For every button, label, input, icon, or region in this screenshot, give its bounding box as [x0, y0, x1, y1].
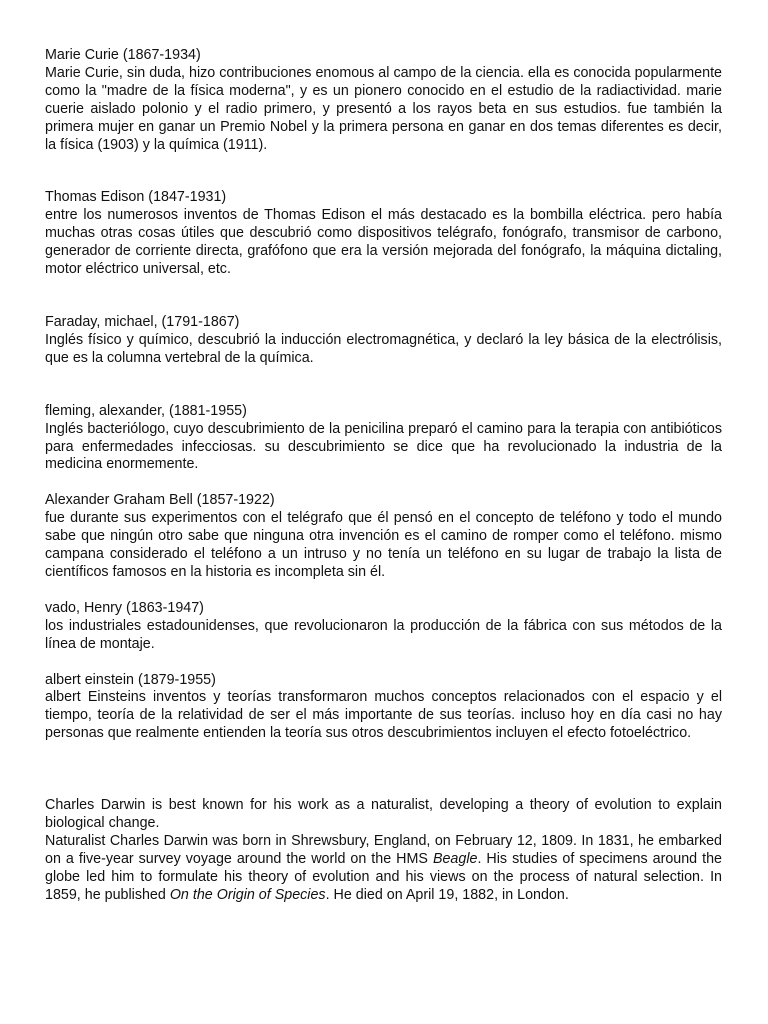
entry-thomas-edison [45, 189, 722, 279]
spacer [45, 154, 722, 189]
entry-body: Inglés físico y químico, descubrió la inducción electromagnética, y declaró la ley básica de la electrólisis, que es la columna vertebral de la química. [45, 331, 722, 366]
darwin-intro: Charles Darwin is best known for his work as a naturalist, developing a theory of evolution to explain biological change. [45, 797, 722, 832]
entry-heading: vado, Henry (1863-1947) [45, 599, 204, 616]
entry-body: fue durante sus experimentos con el telégrafo que él pensó en el concepto de teléfono y todo el mundo sabe que ningún otro sabe que ninguna otra invención es el camino de romper como el teléfono. mismo campana considerado el teléfono a un intruso y no tenía un teléfono en su lugar de trabajo la lista de científicos famosos en la historia es incompleta sin él. [45, 510, 722, 580]
darwin-text-3: . He died on April 19, 1882, in London. [325, 886, 569, 903]
document-page [45, 47, 722, 905]
entry-heading: albert einstein (1879-1955) [45, 671, 216, 688]
entry-darwin [45, 797, 722, 904]
entry-heading: fleming, alexander, (1881-1955) [45, 402, 247, 419]
spacer [45, 368, 722, 403]
darwin-paragraph [45, 833, 722, 905]
entry-henry-ford [45, 600, 722, 654]
entry-heading: Thomas Edison (1847-1931) [45, 189, 227, 206]
entry-body: los industriales estadounidenses, que revolucionaron la producción de la fábrica con sus métodos de la línea de montaje. [45, 617, 722, 652]
entry-body: Inglés bacteriólogo, cuyo descubrimiento de la penicilina preparó el camino para la terapia con antibióticos para enfermedades infecciosas. su descubrimiento se dice que ha revolucionado la industria de la medicina enormemente. [45, 420, 722, 473]
entry-body: albert Einsteins inventos y teorías transformaron muchos conceptos relacionados con el espacio y el tiempo, teoría de la relatividad de ser el más importante de sus teorías. incluso hoy en día casi no hay personas que realmente entienden la teoría sus otros descubrimientos incluyen el efecto fotoeléctrico. [45, 689, 722, 742]
entry-body: Marie Curie, sin duda, hizo contribuciones enomous al campo de la ciencia. ella es conocida popularmente como la "madre de la física moderna", y es un pionero conocido en el estudio de la radiactividad. marie cuerie aislado polonio y el radio primero, y presentó a los rayos beta en sus estudios. fue también la primera mujer en ganar un Premio Nobel y la primera persona en ganar en dos temas diferentes es decir, la física (1903) y la química (1911). [45, 64, 722, 153]
darwin-text-2: . His studies of specimens around the globe led him to formulate his theory of evolution and his views on the process of natural selection. In 1859, he published [45, 850, 723, 903]
spacer [45, 474, 722, 492]
spacer [45, 743, 722, 797]
entry-heading: Marie Curie (1867-1934) [45, 47, 201, 63]
spacer [45, 582, 722, 600]
entry-graham-bell [45, 492, 722, 582]
entry-marie-curie [45, 47, 722, 154]
entry-body: entre los numerosos inventos de Thomas Edison el más destacado es la bombilla eléctrica. pero había muchas otras cosas útiles que descubrió como dispositivos telégrafo, fonógrafo, transmisor de carbono, generador de corriente directa, grafófono que era la versión mejorada del fonógrafo, la máquina dictaling, motor eléctrico universal, etc. [45, 207, 722, 278]
entry-fleming [45, 403, 722, 475]
entry-faraday [45, 314, 722, 368]
entry-einstein [45, 672, 722, 744]
darwin-book-title: On the Origin of Species [169, 886, 326, 903]
darwin-text-1: Naturalist Charles Darwin was born in Shrewsbury, England, on February 12, 1809. In 1831, he embarked on a five-year survey voyage around the world on the HMS [45, 833, 722, 867]
spacer [45, 279, 722, 314]
entry-heading: Alexander Graham Bell (1857-1922) [45, 492, 275, 509]
spacer [45, 654, 722, 672]
darwin-ship-name: Beagle [432, 850, 478, 867]
entry-heading: Faraday, michael, (1791-1867) [45, 313, 240, 330]
